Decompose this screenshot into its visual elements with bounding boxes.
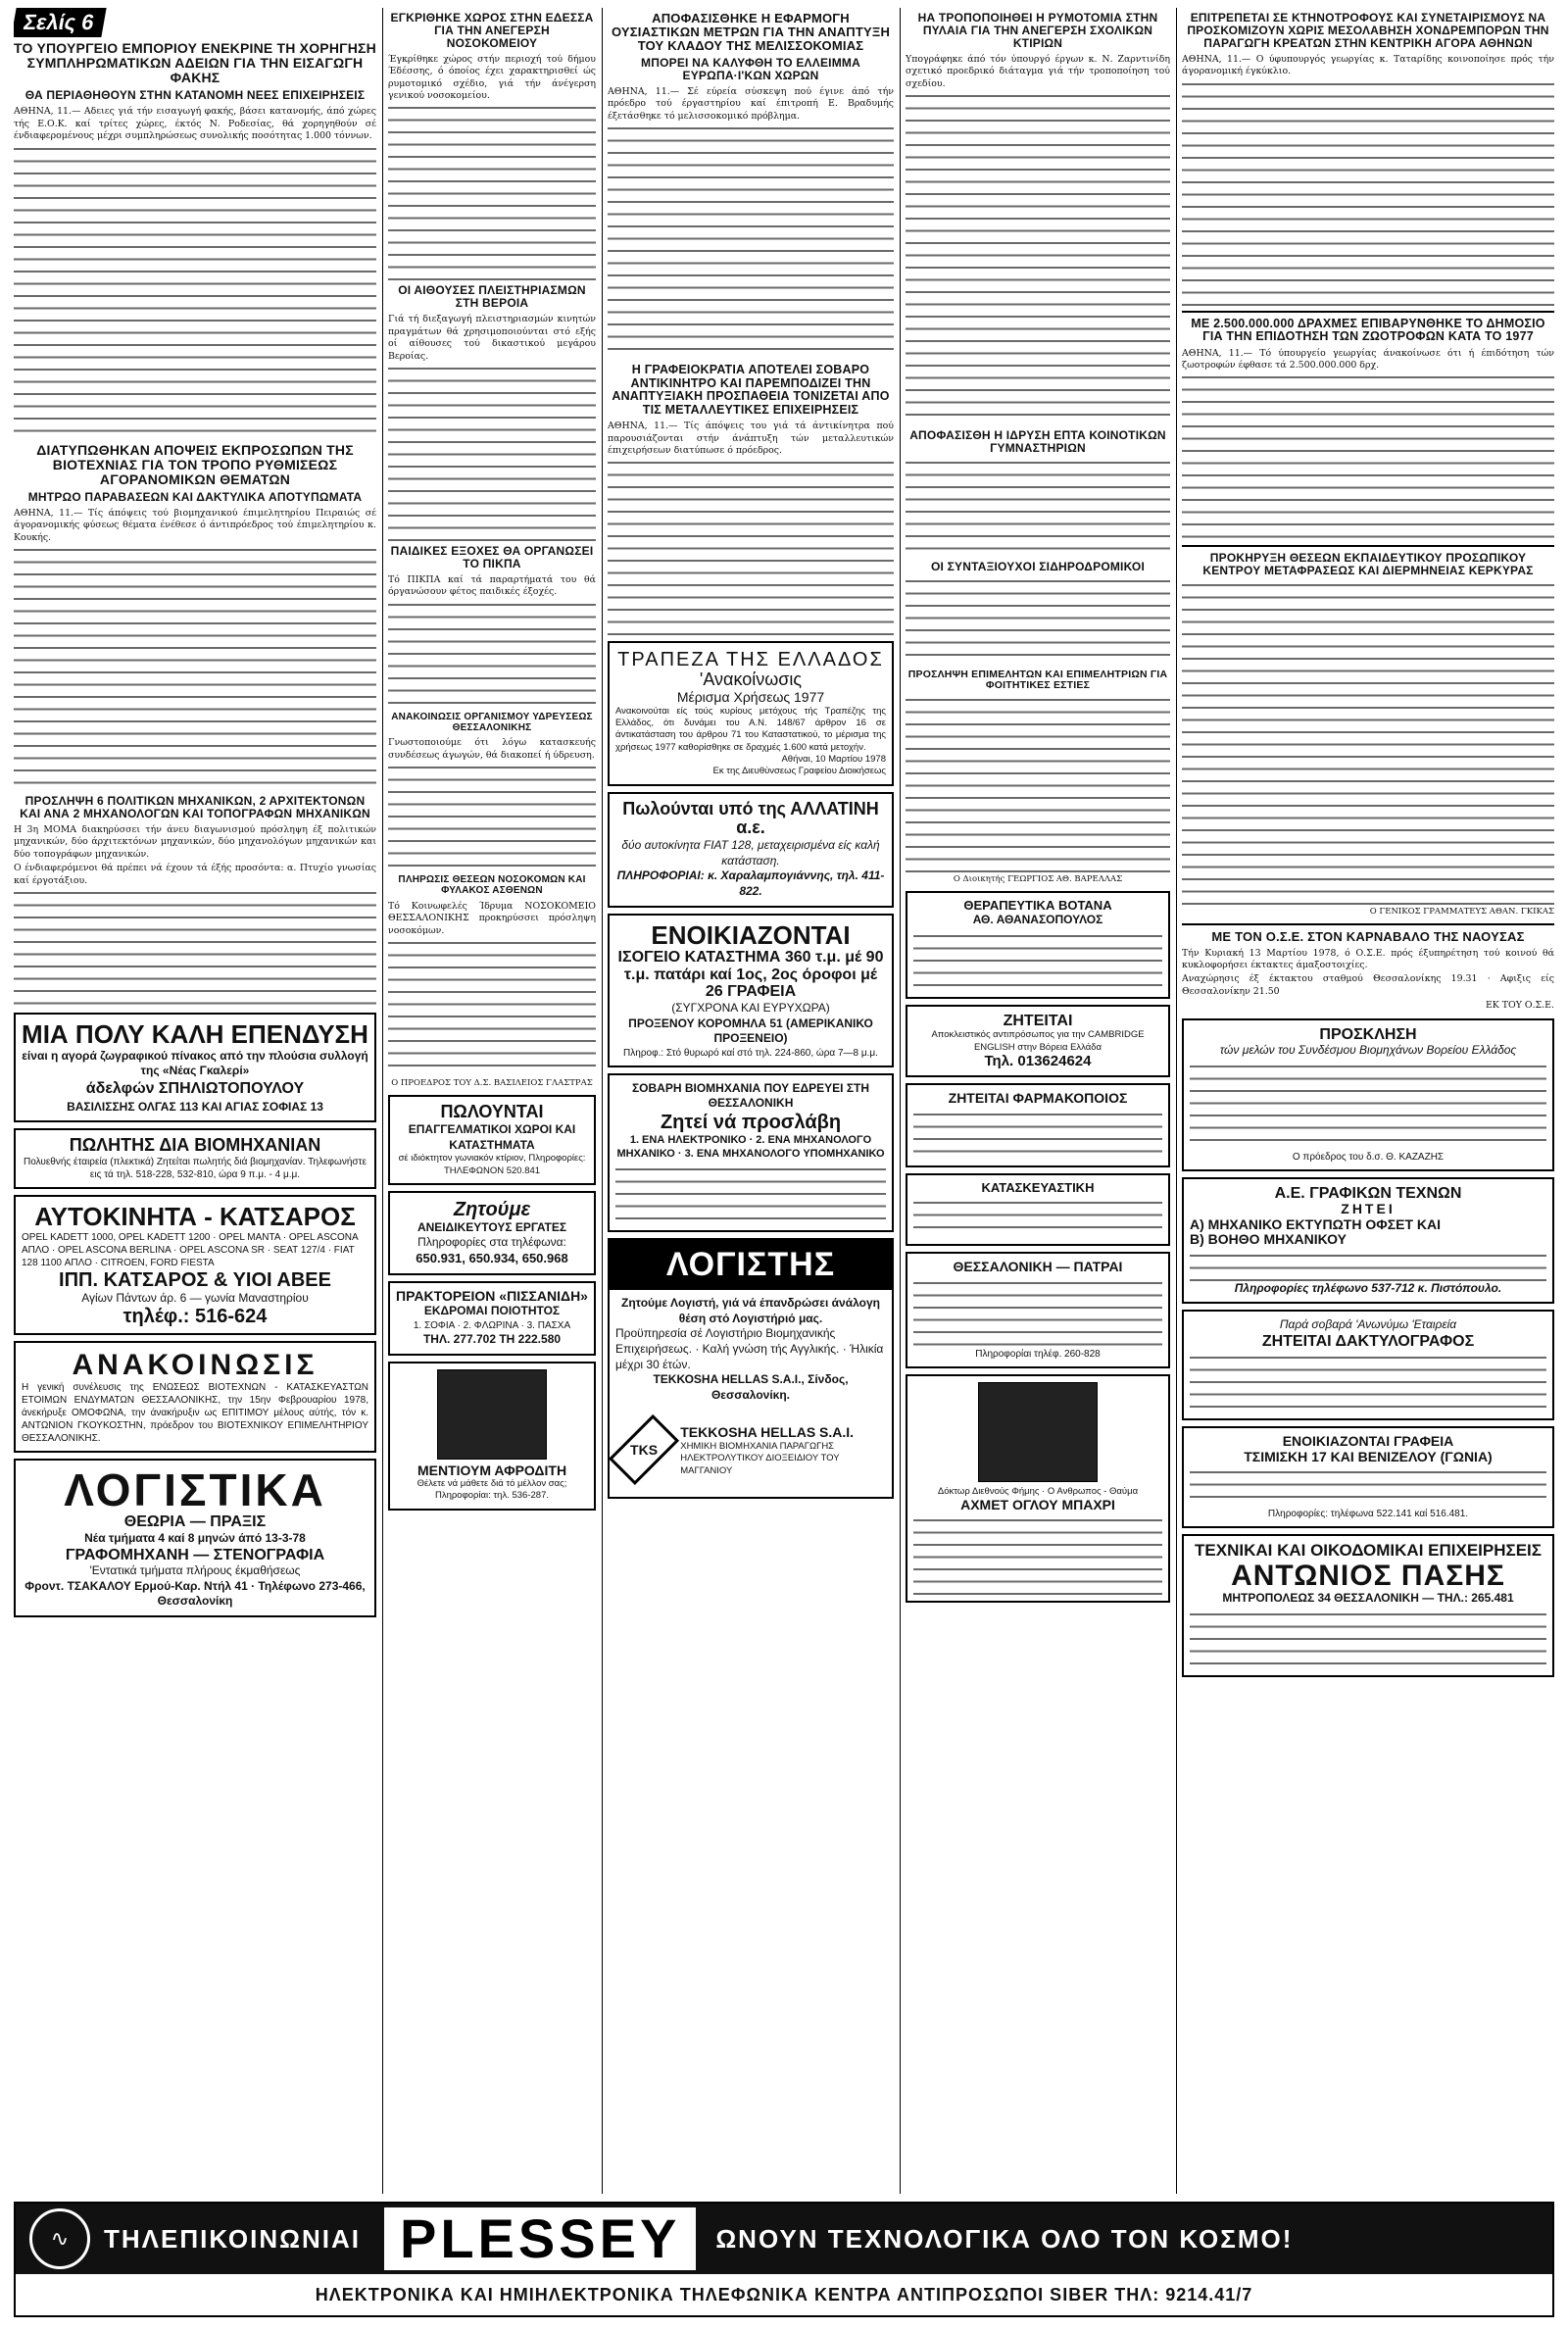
ad-text: ΙΣΟΓΕΙΟ ΚΑΤΑΣΤΗΜΑ 360 τ.μ. μέ 90 τ.μ. πατάρι καί 1ος, 2ος όροφοι μέ 26 ΓΡΑΦΕΙΑ: [617, 949, 884, 1001]
ad-company: TEKKOSHA HELLAS S.A.I.: [680, 1423, 855, 1440]
article-text: Έγκρίθηκε χώρος στήν περιοχή τού δήμου Έδέσσης, ό όποίος έχει χαρακτηρισθεί ώς ρυμοτομικό σχέδιο, γιά τήν άνέγερση γενικού νοσοκομείου.: [388, 53, 596, 102]
article-body: [388, 104, 596, 280]
ad-accountant: [608, 1238, 894, 1500]
column-3: [608, 8, 894, 2194]
ad-subtitle: ΑΝΕΙΔΙΚΕΥΤΟΥΣ ΕΡΓΑΤΕΣ: [416, 1219, 567, 1234]
ad-title: ΠΡΟΣΚΛΗΣΗ: [1319, 1025, 1417, 1043]
headline: ΟΙ ΣΥΝΤΑΞΙΟΥΧΟΙ ΣΙΔΗΡΟΔΡΟΜΙΚΟΙ: [931, 559, 1145, 573]
ad-header: [610, 1240, 892, 1291]
article-body: [388, 939, 596, 1076]
ad-text: OPEL KADETT 1000, OPEL KADETT 1200 · OPEL MANTA · OPEL ASCONA ΑΠΛΟ · OPEL ASCONA BERLINA · OPEL ASCONA SR · SEAT 127/4 · FIAT 128 1100 ΑΠΛΟ · CITROEN, FORD FIESTA: [22, 1231, 359, 1268]
article-body: [388, 365, 596, 541]
ad-address: Αγίων Πάντων άρ. 6 — γωνία Μαναστηρίου: [81, 1290, 309, 1305]
ad-body: [1190, 1354, 1546, 1413]
article-body: [14, 546, 376, 791]
ad-industry-hiring: [608, 1073, 894, 1232]
article-body: [1182, 373, 1554, 540]
ad-salesman: [14, 1128, 376, 1189]
ad-address: ΤΕΚΚΟSHA HELLAS S.A.I., Σίνδος, Θεσσαλονίκη.: [653, 1372, 849, 1402]
ad-title: ΜΕΝΤΙΟΥΜ ΑΦΡΟΔΙΤΗ: [416, 1462, 567, 1478]
ad-rent-offices: [1182, 1426, 1554, 1528]
ad-title: Πωλούνται υπό της ΑΛΛΑΤΙΝΗ α.ε.: [622, 798, 879, 838]
article-text: Υπογράφηκε άπό τόν ύπουργό έργων κ. Ν. Ζαρντινίδη σχετικό προεδρικό διάταγμα γιά τήν τροποποίηση τού σχεδίου.: [906, 53, 1170, 89]
article-body: [906, 92, 1170, 425]
article-text: Γνωστοποιούμε ότι λόγω κατασκευής συνδέσεως άγωγών, θά διακοπεί ή ύδρευση.: [388, 737, 596, 761]
subheadline: ΘΑ ΠΕΡΙΑΘΗΘΟΥΝ ΣΤΗΝ ΚΑΤΑΝΟΜΗ ΝΕΕΣ ΕΠΙΧΕΙΡΗΣΕΙΣ: [24, 88, 366, 103]
column-rule: [382, 8, 383, 2194]
ad-phone: Πληροφορίαι τηλέφ. 260-828: [975, 1348, 1101, 1360]
ad-workers: [388, 1191, 596, 1275]
ad-text: 1. ΣΟΦΙΑ · 2. ΦΛΩΡΙΝΑ · 3. ΠΑΣΧΑ: [413, 1319, 571, 1331]
ad-text: Ζητούμε Λογιστή, γιά νά έπανδρώσει άνάλογη θέση στό Λογιστήριό μας.: [621, 1296, 880, 1325]
ad-title: ΜΙΑ ΠΟΛΥ ΚΑΛΗ ΕΠΕΝΔΥΣΗ: [22, 1018, 368, 1049]
newspaper-page: [14, 8, 1554, 2321]
ad-body: [913, 1516, 1162, 1595]
article-body: [1182, 80, 1554, 306]
ad-commercial-spaces: [388, 1095, 596, 1185]
article-text: ΑΘΗΝΑ, 11.— Αδειες γιά τήν εισαγωγή φακής, βάσει κατανομής, άπό χώρες τής Ε.Ο.Κ. καί τρίτες χώρες, έκτός Ν. Ροδεσίας, θά χορηγηθούν σέ ένδιαφερομένους μέχρι συμπληρώσεως συνολικής ποσότητας 1.000 τόννων.: [14, 106, 376, 142]
ad-cars: [14, 1195, 376, 1335]
signature: Ο ΓΕΝΙΚΟΣ ΓΡΑΜΜΑΤΕΥΣ ΑΘΑΝ. ΓΚΙΚΑΣ: [1369, 907, 1554, 917]
ad-graphic-arts: [1182, 1177, 1554, 1304]
headline: ΕΓΚΡΙΘΗΚΕ ΧΩΡΟΣ ΣΤΗΝ ΕΔΕΣΣΑ ΓΙΑ ΤΗΝ ΑΝΕΓΕΡΣΗ ΝΟΣΟΚΟΜΕΙΟΥ: [390, 11, 594, 50]
headline: Η ΓΡΑΦΕΙΟΚΡΑΤΙΑ ΑΠΟΤΕΛΕΙ ΣΟΒΑΡΟ ΑΝΤΙΚΙΝΗΤΡΟ ΚΑΙ ΠΑΡΕΜΠΟΔΙΖΕΙ ΤΗΝ ΑΝΑΠΤΥΞΙΑΚΗ ΠΡΟΣΠΑΘΕΙΑ ΤΟΝΙΖΕΤΑΙ ΑΠΟ ΤΙΣ ΜΕΤΑΛΛΕΥΤΙΚΕΣ ΕΠΙΧΕΙΡΗΣΕΙΣ: [612, 363, 890, 417]
portrait-photo: [437, 1369, 547, 1460]
banner-top: [16, 2204, 1552, 2274]
ad-signature: Ο πρόεδρος του δ.σ. Θ. ΚΑΖΑΖΗΣ: [1292, 1151, 1445, 1163]
ad-cars-sale: [608, 792, 894, 908]
portrait-photo: [978, 1382, 1098, 1482]
ad-signature: Εκ της Διευθύνσεως Γραφείου Διοικήσεως: [712, 766, 886, 777]
ad-title: ΠΩΛΟΥΝΤΑΙ: [440, 1102, 544, 1122]
headline: ΔΙΑΤΥΠΩΘΗΚΑΝ ΑΠΟΨΕΙΣ ΕΚΠΡΟΣΩΠΩΝ ΤΗΣ ΒΙΟΤΕΧΝΙΑΣ ΓΙΑ ΤΟΝ ΤΡΟΠΟ ΡΥΘΜΙΣΕΩΣ ΑΓΟΡΑΝΟΜΙΚΩΝ ΘΕΜΑΤΩΝ: [36, 441, 354, 487]
column-2: [388, 8, 596, 2194]
article-text: Τό ΠΙΚΠΑ καί τά παραρτήματά του θά όργανώσουν φέτος παιδικές έξοχές.: [388, 573, 596, 598]
ad-title: ΛΟΓΙΣΤΙΚΑ: [64, 1464, 326, 1516]
article-body: [14, 145, 376, 439]
article-text: ΑΘΗΝΑ, 11.— Σέ εύρεία σύσκεψη πού έγινε άπό τήν πρόεδρο τού έργαστηρίου καί έπιτροπή Ε. Βραδυμής έξετάσθηκε τό μελισσοκομικό πρόβλημα.: [608, 86, 894, 122]
ad-title: ΤΡΑΠΕΖΑ ΤΗΣ ΕΛΛΑΔΟΣ: [617, 649, 884, 671]
article-text: Τό Κοινωφελές Ίδρυμα ΝΟΣΟΚΟΜΕΙΟ ΘΕΣΣΑΛΟΝΙΚΗΣ προκηρύσσει πρόσληψη νοσοκόμων.: [388, 900, 596, 936]
ad-title: ΕΝΟΙΚΙΑΖΟΝΤΑΙ ΓΡΑΦΕΙΑ: [1282, 1433, 1454, 1450]
ad-text: Δόκτωρ Διεθνούς Φήμης · Ο Ανθρωπος - Θαύμα: [937, 1485, 1139, 1497]
column-rule: [900, 8, 901, 2194]
ad-text: Πληροφορίες στα τηλέφωνα:: [417, 1235, 566, 1250]
ad-announcement: [14, 1341, 376, 1453]
ad-subtitle: Μέρισμα Χρήσεως 1977: [676, 689, 825, 706]
ad-title: ΤΕΧΝΙΚΑΙ ΚΑΙ ΟΙΚΟΔΟΜΙΚΑΙ ΕΠΙΧΕΙΡΗΣΕΙΣ: [1195, 1541, 1542, 1561]
ad-phone: Πληροφορίες τηλέφωνο 537-712 κ. Πιστόπουλο.: [1234, 1280, 1502, 1295]
ad-text: είναι η αγορά ζωγραφικού πίνακος από την πλούσια συλλογή της «Νέας Γκαλερί»: [22, 1048, 368, 1078]
ad-rent-store: [608, 914, 894, 1067]
ad-text: άδελφών ΣΠΗΛΙΩΤΟΠΟΥΛΟΥ: [85, 1079, 305, 1097]
ad-subtitle: ΕΠΑΓΓΕΛΜΑΤΙΚΟΙ ΧΩΡΟΙ ΚΑΙ ΚΑΤΑΣΤΗΜΑΤΑ: [408, 1121, 576, 1152]
ad-title: ΛΟΓΙΣΤΗΣ: [665, 1245, 836, 1283]
ad-title: Α.Ε. ΓΡΑΦΙΚΩΝ ΤΕΧΝΩΝ: [1274, 1184, 1462, 1202]
ad-title: ΠΡΑΚΤΟΡΕΙΟΝ «ΠΙΣΣΑΝΙΔΗ»: [396, 1287, 588, 1304]
article-body: [14, 889, 376, 1007]
ad-address: ΤΣΙΜΙΣΚΗ 17 ΚΑΙ ΒΕΝΙΖΕΛΟΥ (ΓΩΝΙΑ): [1244, 1448, 1493, 1464]
ad-text: Πολυεθνής έταιρεία (πλεκτικά) Ζητείται πωλητής διά βιομηχανίαν. Τηλεφωνήστε εις τά τηλ. 518-228, 532-810, ώρα 9 π.μ. - 4 μ.μ.: [24, 1156, 367, 1180]
ad-phone: ΠΛΗΡΟΦΟΡΙΑΙ: κ. Χαραλαμπογιάννης, τηλ. 411-822.: [616, 868, 885, 899]
headline: ΠΑΙΔΙΚΕΣ ΕΞΟΧΕΣ ΘΑ ΟΡΓΑΝΩΣΕΙ ΤΟ ΠΙΚΠΑ: [390, 544, 594, 570]
ad-body: [1190, 1468, 1546, 1508]
ad-medium: [388, 1362, 596, 1511]
ad-text: Αποκλειστικός αντιπρόσωπος για την CAMBRIDGE ENGLISH στην Βόρεια Ελλάδα: [931, 1029, 1145, 1053]
article-text: ΑΘΗΝΑ, 11.— Τό ύπουργείο γεωργίας άνακοίνωσε ότι ή έπιδότηση τών ζωοτροφών έφθασε τά 2.500.000.000 δρχ.: [1182, 347, 1554, 372]
headline: ΕΠΙΤΡΕΠΕΤΑΙ ΣΕ ΚΤΗΝΟΤΡΟΦΟΥΣ ΚΑΙ ΣΥΝΕΤΑΙΡΙΣΜΟΥΣ ΝΑ ΠΡΟΣΚΟΜΙΖΟΥΝ ΧΩΡΙΣ ΜΕΣΟΛΑΒΗΣΗ ΧΟΝΔΡΕΜΠΟΡΩΝ ΤΗΝ ΠΑΡΑΓΩΓΗ ΚΡΕΑΤΩΝ ΣΤΗΝ ΚΕΝΤΡΙΚΗ ΑΓΟΡΑ ΑΘΗΝΩΝ: [1187, 11, 1549, 50]
ad-title: ΑΝΑΚΟΙΝΩΣΙΣ: [72, 1349, 318, 1382]
ad-body: [1190, 1611, 1546, 1669]
column-rule: [1176, 8, 1177, 2194]
ad-company: ΑΝΤΩΝΙΟΣ ΠΑΣΗΣ: [1231, 1559, 1505, 1592]
ad-subtitle: ΓΡΑΦΟΜΗΧΑΝΗ — ΣΤΕΝΟΓΡΑΦΙΑ: [65, 1546, 325, 1563]
article-text: ΑΘΗΝΑ, 11.— Τίς άπόψεις τού βιομηχανικού έπιμελητηρίου Πειραιώς σέ άγορανομικής φύσεως θέματα ένέθεσε ό άντιπρόεδρος τού έπιμελητηρίου κ. Κουκής.: [14, 507, 376, 543]
ad-title: ΣΟΒΑΡΗ ΒΙΟΜΗΧΑΝΙΑ ΠΟΥ ΕΔΡΕΥΕΙ ΣΤΗ ΘΕΣΣΑΛΟΝΙΚΗ: [631, 1080, 870, 1111]
ad-invitation: [1182, 1018, 1554, 1171]
ad-title: ΑΥΤΟΚΙΝΗΤΑ - ΚΑΤΣΑΡΟΣ: [34, 1201, 356, 1231]
ad-text: Πληροφ.: Στό θυρωρό καί στό τηλ. 224-860, ώρα 7—8 μ.μ.: [623, 1047, 878, 1059]
plessey-wave-icon: ∿: [29, 2208, 90, 2269]
ad-body: [615, 1165, 886, 1224]
ad-text: Θέλετε νά μάθετε διά τό μέλλον σας; Πληροφορίαι: τηλ. 536-287.: [416, 1477, 567, 1502]
headline: ΜΕ ΤΟΝ Ο.Σ.Ε. ΣΤΟΝ ΚΑΡΝΑΒΑΛΟ ΤΗΣ ΝΑΟΥΣΑΣ: [1211, 928, 1525, 944]
ad-bus-route: [906, 1252, 1170, 1367]
ad-bank-notice: [608, 641, 894, 785]
ad-subtitle: Παρά σοβαρά 'Ανωνύμω 'Εταιρεία: [1279, 1317, 1457, 1332]
ad-text: δύο αυτοκίνητα FIAT 128, μεταχειρισμένα είς καλή κατάσταση.: [621, 838, 880, 868]
ad-herbs: [906, 891, 1170, 999]
ad-subtitle: ΘΕΩΡΙΑ — ΠΡΑΞΙΣ: [123, 1513, 267, 1531]
headline: ΑΠΟΦΑΣΙΣΘΗ Η ΙΔΡΥΣΗ ΕΠΤΑ ΚΟΙΝΟΤΙΚΩΝ ΓΥΜΝΑΣΤΗΡΙΩΝ: [909, 428, 1166, 456]
ad-title: Ζητούμε: [453, 1198, 531, 1220]
headline: ΑΝΑΚΟΙΝΩΣΙΣ ΟΡΓΑΝΙΣΜΟΥ ΥΔΡΕΥΣΕΩΣ ΘΕΣΣΑΛΟΝΙΚΗΣ: [391, 711, 593, 733]
headline: ΠΛΗΡΩΣΙΣ ΘΕΣΕΩΝ ΝΟΣΟΚΟΜΩΝ ΚΑΙ ΦΥΛΑΚΟΣ ΑΣΘΕΝΩΝ: [398, 874, 586, 896]
ad-technical: [1182, 1534, 1554, 1677]
ad-body: [913, 1279, 1162, 1348]
ad-gallery: [14, 1013, 376, 1122]
signature: Ο ΠΡΟΕΔΡΟΣ ΤΟΥ Δ.Σ. ΒΑΣΙΛΕΙΟΣ ΓΛΑΣΤΡΑΣ: [391, 1077, 593, 1088]
article-body: [388, 764, 596, 871]
ad-address: ΜΗΤΡΟΠΟΛΕΩΣ 34 ΘΕΣΣΑΛΟΝΙΚΗ — ΤΗΛ.: 265.481: [1222, 1591, 1514, 1606]
ad-title: ΘΕΡΑΠΕΥΤΙΚΑ ΒΟΤΑΝΑ: [963, 897, 1112, 913]
article-body: [388, 601, 596, 709]
column-1: [14, 8, 376, 2194]
ad-construction: [906, 1173, 1170, 1246]
ad-accounting: [14, 1459, 376, 1617]
ad-title: ΑΧΜΕΤ ΟΓΛΟΥ ΜΠΑΧΡΙ: [960, 1496, 1115, 1512]
ad-body: [913, 932, 1162, 991]
tks-logo-text: TKS: [630, 1442, 659, 1459]
subheadline: ΜΗΤΡΩΟ ΠΑΡΑΒΑΣΕΩΝ ΚΑΙ ΔΑΚΤΥΛΙΚΑ ΑΠΟΤΥΠΩΜΑΤΑ: [27, 489, 363, 504]
signature: ΕΚ ΤΟΥ Ο.Σ.Ε.: [1485, 1000, 1554, 1012]
ad-typist: [1182, 1310, 1554, 1420]
article-body: [906, 577, 1170, 666]
headline: ΑΠΟΦΑΣΙΣΘΗΚΕ Η ΕΦΑΡΜΟΓΗ ΟΥΣΙΑΣΤΙΚΩΝ ΜΕΤΡΩΝ ΓΙΑ ΤΗΝ ΑΝΑΠΤΥΞΗ ΤΟΥ ΚΛΑΔΟΥ ΤΗΣ ΜΕΛΙΣΣΟΚΟΜΙΑΣ: [611, 11, 891, 54]
column-rule: [602, 8, 603, 2194]
ad-body: [913, 1111, 1162, 1160]
banner-bottom-text: ΗΛΕΚΤΡΟΝΙΚΑ ΚΑΙ ΗΜΙΗΛΕΚΤΡΟΝΙΚΑ ΤΗΛΕΦΩΝΙΚΑ ΚΕΝΤΡΑ ΑΝΤΙΠΡΟΣΩΠΟΙ SIBER ΤΗΛ: 9214.41/7: [315, 2284, 1253, 2305]
ad-body: [1190, 1252, 1546, 1281]
ad-address: Φροντ. ΤΣΑΚΑΛΟΥ Ερμού-Καρ. Ντήλ 41 · Τηλέφωνο 273-466, Θεσσαλονίκη: [24, 1578, 366, 1609]
ad-doctor: [906, 1374, 1170, 1604]
ad-pharmacist: [906, 1083, 1170, 1166]
ad-phone: 650.931, 650.934, 650.968: [416, 1251, 568, 1266]
ad-title: ΠΩΛΗΤΗΣ ΔΙΑ ΒΙΟΜΗΧΑΝΙΑΝ: [69, 1135, 321, 1156]
ad-body: [913, 1199, 1162, 1238]
ad-subtitle: ΕΚΔΡΟΜΑΙ ΠΟΙΟΤΗΤΟΣ: [423, 1304, 561, 1318]
tks-logo-icon: [609, 1414, 679, 1485]
ad-title: ΘΕΣΣΑΛΟΝΙΚΗ — ΠΑΤΡΑΙ: [953, 1259, 1123, 1275]
ad-text: Ανακοινούται είς τούς κυρίους μετόχους τής Τραπέζης της Ελλάδος, ότι δυνάμει του Α.Ν. 148/67 άρθρον 16 σε άντικατάσταση του άρθρου 71 του Καταστατικού, το μέρισμα της χρήσεως 1977 καθορίσθηκε σε δραχμές 1.600 κατά μετοχήν.: [615, 705, 886, 753]
headline: ΤΟ ΥΠΟΥΡΓΕΙΟ ΕΜΠΟΡΙΟΥ ΕΝΕΚΡΙΝΕ ΤΗ ΧΟΡΗΓΗΣΗ ΣΥΜΠΛΗΡΩΜΑΤΙΚΩΝ ΑΔΕΙΩΝ ΓΙΑ ΤΗΝ ΕΙΣΑΓΩΓΗ ΦΑΚΗΣ: [14, 40, 376, 86]
ad-title: ΚΑΤΑΣΚΕΥΑΣΤΙΚΗ: [981, 1179, 1095, 1195]
headline: ΠΡΟΣΛΗΨΗ ΕΠΙΜΕΛΗΤΩΝ ΚΑΙ ΕΠΙΜΕΛΗΤΡΙΩΝ ΓΙΑ ΦΟΙΤΗΤΙΚΕΣ ΕΣΤΙΕΣ: [907, 668, 1168, 692]
ad-text: Η γενική συνέλευσις της ΕΝΩΣΕΩΣ ΒΙΟΤΕΧΝΩΝ - ΚΑΤΑΣΚΕΥΑΣΤΩΝ ΕΤΟΙΜΩΝ ΕΝΔΥΜΑΤΩΝ ΘΕΣΣΑΛΟΝΙΚΗΣ, την 15ην Φεβρουαρίου 1978, άνεκήρυξε ΟΜΟΦΩΝΑ, την άνακήρυξιν ως ΕΠΙΤΙΜΟΥ μέλους αύτής, τόν κ. ΑΝΤΩΝΙΟΝ ΓΚΟΥΚΟΣΤΗΝ, πρόεδρον του ΒΙΟΤΕΧΝΙΚΟΥ ΕΠΙΜΕΛΗΤΗΡΙΟΥ ΘΕΣΣΑΛΟΝΙΚΗΣ.: [22, 1382, 368, 1445]
ad-text: σέ ιδιόκτητον γωνιακόν κτίριον, Πληροφορίες: ΤΗΛΕΦΩΝΟΝ 520.841: [398, 1153, 586, 1176]
ad-subtitle: 'Ανακοίνωσις: [699, 669, 803, 690]
article-text: Ο ένδιαφερόμενοι θά πρέπει νά έχουν τά έξής προσόντα: α. Πτυχίο γνωσίας καί έργοτάξιου.: [14, 863, 376, 886]
article-body: [906, 459, 1170, 557]
article-body: [906, 696, 1170, 872]
ad-text: Προϋπηρεσία σέ Λογιστήριο Βιομηχανικής Επιχειρήσεως. · Καλή γνώση τής Αγγλικής. · Ήλικία μέχρι 30 έτών.: [615, 1326, 884, 1371]
ad-title: ΖΗΤΕΙΤΑΙ ΔΑΚΤΥΛΟΓΡΑΦΟΣ: [1261, 1332, 1475, 1350]
ad-subtitle: ΑΘ. ΑΘΑΝΑΣΟΠΟΥΛΟΣ: [972, 913, 1103, 927]
ad-subtitle: τών μελών του Συνδέσμου Βιομηχάνων Βορείου Ελλάδος: [1219, 1043, 1517, 1058]
ad-text: ΧΗΜΙΚΗ ΒΙΟΜΗΧΑΝΙΑ ΠΑΡΑΓΩΓΗΣ ΗΛΕΚΤΡΟΛΥΤΙΚΟΥ ΔΙΟΞΕΙΔΙΟΥ ΤΟΥ ΜΑΓΓΑΝΙΟΥ: [680, 1441, 840, 1476]
article-text: Γιά τή διεξαγωγή πλειστηριασμών κινητών πραγμάτων θά χρησιμοποιούνται στό εξής οί αίθουσες τού δικαστικού μεγάρου Βεροίας.: [388, 314, 596, 362]
article-text: Η 3η ΜΟΜΑ διακηρύσσει τήν άνευ διαγωνισμού πρόσληψη έξ πολιτικών μηχανικών, δύο άρχιτεκτόνων μηχανικών, δύο μηχανολόγων μηχανικών και δύο τοπογράφων μηχανικών.: [14, 823, 376, 860]
ad-body: [1190, 1063, 1546, 1151]
article-text: Αναχώρησις έξ έκτακτου σταθμού Θεσσαλονίκης 19.31 · Αφιξις είς Θεσσαλονίκην 21.50: [1182, 973, 1554, 997]
ad-title: ΖΗΤΕΙΤΑΙ: [1003, 1012, 1073, 1029]
subheadline: ΜΠΟΡΕΙ ΝΑ ΚΑΛΥΦΘΗ ΤΟ ΕΛΛΕΙΜΜΑ ΕΥΡΩΠΑ·Ι'ΚΩΝ ΧΩΡΩΝ: [641, 56, 860, 83]
headline: ΗΑ ΤΡΟΠΟΠΟΙΗΘΕΙ Η ΡΥΜΟΤΟΜΙΑ ΣΤΗΝ ΠΥΛΑΙΑ ΓΙΑ ΤΗΝ ΑΝΕΓΕΡΣΗ ΣΧΟΛΙΚΩΝ ΚΤΙΡΙΩΝ: [917, 11, 1158, 50]
headline: ΠΡΟΣΛΗΨΗ 6 ΠΟΛΙΤΙΚΩΝ ΜΗΧΑΝΙΚΩΝ, 2 ΑΡΧΙΤΕΚΤΟΝΩΝ ΚΑΙ ΑΝΑ 2 ΜΗΧΑΝΟΛΟΓΩΝ ΚΑΙ ΤΟΠΟΓΡΑΦΩΝ ΜΗΧΑΝΙΚΩΝ: [20, 794, 370, 820]
ad-address: ΠΡΟΞΕΝΟΥ ΚΟΡΟΜΗΛΑ 51 (ΑΜΕΡΙΚΑΝΙΚΟ ΠΡΟΞΕΝΕΙΟ): [628, 1016, 873, 1046]
ad-company: ΙΠΠ. ΚΑΤΣΑΡΟΣ & ΥΙΟΙ ΑΒΕΕ: [59, 1268, 331, 1291]
column-4: [906, 8, 1170, 2194]
banner-left-text: ΤΗΛΕΠΙΚΟΙΝΩΝΙΑΙ: [104, 2223, 361, 2254]
article-text: ΑΘΗΝΑ, 11.— Ο ύφυπουργός γεωργίας κ. Ταταρίδης κοινοποίησε πρός τήν άγορανομική έγκύκλιο.: [1182, 53, 1554, 77]
ad-text: 'Εντατικά τμήματα πλήρους έκμαθήσεως: [89, 1563, 301, 1578]
ad-text: 1. ΕΝΑ ΗΛΕΚΤΡΟΝΙΚΟ · 2. ΕΝΑ ΜΗΧΑΝΟΛΟΓΟ ΜΗΧΑΝΙΚΟ · 3. ΕΝΑ ΜΗΧΑΝΟΛΟΓΟ ΥΠΟΜΗΧΑΝΙΚΟ: [616, 1134, 885, 1161]
ad-phone: Πληροφορίες: τηλέφωνα 522.141 καί 516.481.: [1267, 1509, 1469, 1520]
banner-right-text: ΩΝΟΥΝ ΤΕΧΝΟΛΟΓΙΚΑ ΟΛΟ ΤΟΝ ΚΟΣΜΟ!: [715, 2223, 1294, 2254]
ad-subtitle: Ζητεί νά προσλάβη: [660, 1112, 842, 1133]
headline: ΜΕ 2.500.000.000 ΔΡΑΧΜΕΣ ΕΠΙΒΑΡΥΝΘΗΚΕ ΤΟ ΔΗΜΟΣΙΟ ΓΙΑ ΤΗΝ ΕΠΙΔΟΤΗΣΗ ΤΩΝ ΖΩΟΤΡΟΦΩΝ ΚΑΤΑ ΤΟ 1977: [1191, 316, 1545, 344]
headline: ΠΡΟΚΗΡΥΞΗ ΘΕΣΕΩΝ ΕΚΠΑΙΔΕΥΤΙΚΟΥ ΠΡΟΣΩΠΙΚΟΥ ΚΕΝΤΡΟΥ ΜΕΤΑΦΡΑΣΕΩΣ ΚΑΙ ΔΙΕΡΜΗΝΕΙΑΣ ΚΕΡΚΥΡΑΣ: [1202, 551, 1534, 578]
column-5: [1182, 8, 1554, 2194]
ad-address: ΒΑΣΙΛΙΣΣΗΣ ΟΛΓΑΣ 113 ΚΑΙ ΑΓΙΑΣ ΣΟΦΙΑΣ 13: [67, 1099, 323, 1114]
ad-text: Νέα τμήματα 4 καί 8 μηνών άπό 13-3-78: [84, 1530, 306, 1545]
ad-title: ΖΗΤΕΙΤΑΙ ΦΑΡΜΑΚΟΠΟΙΟΣ: [948, 1090, 1128, 1107]
ad-title: ΕΝΟΙΚΙΑΖΟΝΤΑΙ: [651, 919, 851, 950]
page-tag: [14, 8, 376, 37]
ad-text: Α) ΜΗΧΑΝΙΚΟ ΕΚΤΥΠΩΤΗ ΟΦΣΕΤ ΚΑΙ: [1190, 1215, 1442, 1232]
article-body: [608, 459, 894, 635]
article-text: ΑΘΗΝΑ, 11.— Τίς άπόψεις του γιά τά άντικίνητρα πού παρουσιάζονται στήν άνάπτυξη τών μεταλλευτικών έπιχειρήσεων διατύπωσε ό πρόεδρος.: [608, 421, 894, 457]
ad-wanted-rep: [906, 1005, 1170, 1078]
ad-phone: Τηλ. 013624624: [984, 1052, 1092, 1069]
headline: ΟΙ ΑΙΘΟΥΣΕΣ ΠΛΕΙΣΤΗΡΙΑΣΜΩΝ ΣΤΗ ΒΕΡΟΙΑ: [398, 283, 586, 311]
ad-travel-agency: [388, 1281, 596, 1356]
ad-text: Β) ΒΟΗΘΟ ΜΗΧΑΝΙΚΟΥ: [1190, 1231, 1347, 1248]
ad-phone: ΤΗΛ. 277.702 ΤΗ 222.580: [422, 1331, 562, 1346]
ad-subtitle: ΖΗΤΕΙ: [1341, 1201, 1396, 1217]
signature: Ο Διοικητής ΓΕΩΡΓΙΟΣ ΑΘ. ΒΑΡΕΛΛΑΣ: [953, 873, 1123, 884]
ad-date: Αθήναι, 10 Μαρτίου 1978: [781, 754, 886, 765]
ad-phone: τηλέφ.: 516-624: [122, 1306, 268, 1328]
page-number-label: Σελίς 6: [14, 8, 106, 37]
article-body: [1182, 581, 1554, 905]
plessey-logo: PLESSEY: [384, 2207, 696, 2270]
article-body: [608, 124, 894, 360]
article-text: Τήν Κυριακή 13 Μαρτίου 1978, ό Ο.Σ.Ε. πρός έξυπηρέτηση τού κοινού θά κυκλοφορήσει έκτακτες άμαξοστοιχίες.: [1182, 947, 1554, 971]
ad-text: (ΣΥΓΧΡΟΝΑ ΚΑΙ ΕΥΡΥΧΩΡΑ): [671, 1001, 830, 1016]
bottom-banner-ad: [14, 2202, 1554, 2317]
